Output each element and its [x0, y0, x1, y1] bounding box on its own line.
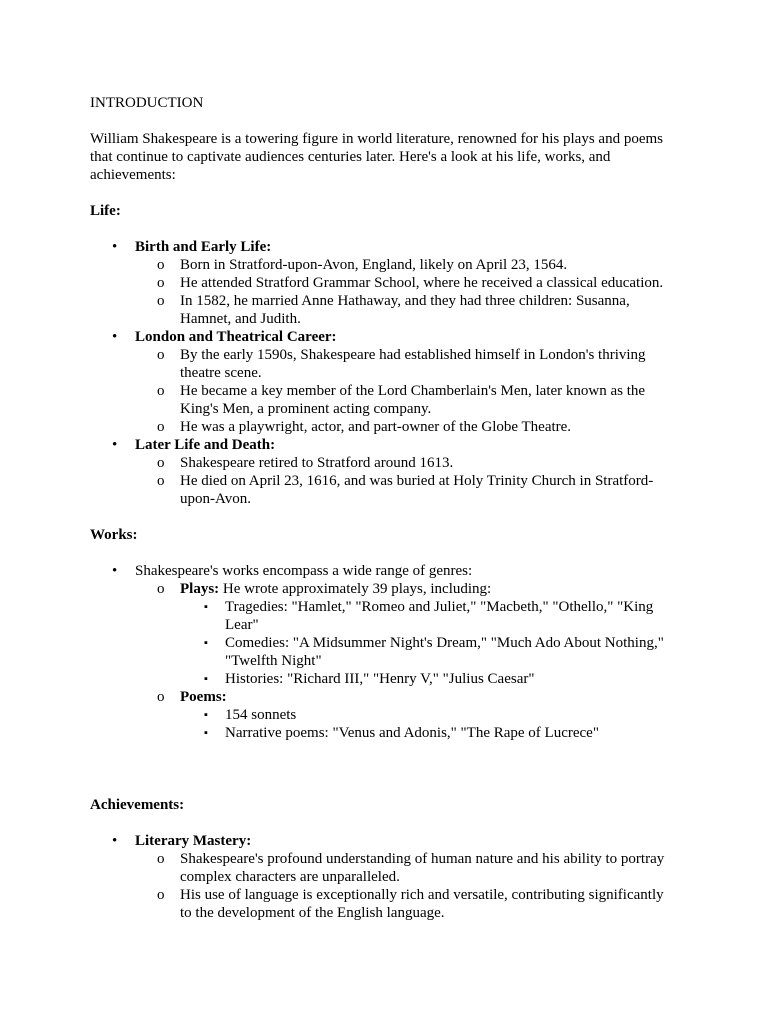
life-item-label: London and Theatrical Career:	[135, 329, 337, 345]
list-item-text: He died on April 23, 1616, and was buried at Holy Trinity Church in Stratford-upon-Avon.	[180, 473, 654, 507]
bullet-marker: •	[112, 329, 118, 345]
circle-marker: o	[157, 275, 165, 291]
plays-text: He wrote approximately 39 plays, including:	[219, 581, 492, 597]
list-item-text: He became a key member of the Lord Chamberlain's Men, later known as the King's Men, a prominent acting company.	[180, 383, 646, 417]
list-item	[180, 598, 678, 634]
life-item-label: Birth and Early Life:	[135, 239, 272, 255]
works-poems	[135, 688, 678, 742]
works-list	[90, 562, 678, 742]
circle-marker: o	[157, 689, 165, 705]
life-list	[90, 238, 678, 508]
circle-marker: o	[157, 851, 165, 867]
list-item	[180, 724, 678, 742]
list-item	[135, 292, 678, 328]
list-item-text: He attended Stratford Grammar School, where he received a classical education.	[180, 275, 664, 291]
works-item	[90, 562, 678, 742]
intro-title: INTRODUCTION	[90, 95, 204, 111]
life-item-birth	[90, 238, 678, 328]
circle-marker: o	[157, 473, 165, 489]
list-item-text: By the early 1590s, Shakespeare had established himself in London's thriving theatre scene.	[180, 347, 646, 381]
works-plays	[135, 580, 678, 688]
list-item	[135, 454, 678, 472]
list-item-text: Shakespeare retired to Stratford around 1613.	[180, 455, 454, 471]
list-item	[180, 670, 678, 688]
list-item	[135, 382, 678, 418]
list-item	[135, 886, 678, 922]
life-sublist	[135, 346, 678, 436]
achievements-list	[90, 832, 678, 922]
square-marker: ▪	[204, 601, 208, 613]
circle-marker: o	[157, 455, 165, 471]
life-item-later	[90, 436, 678, 508]
works-intro: Shakespeare's works encompass a wide range of genres:	[135, 563, 473, 579]
works-heading: Works:	[90, 527, 138, 543]
list-item-text: Shakespeare's profound understanding of human nature and his ability to portray complex characters are unparalleled.	[180, 851, 665, 885]
life-item-label: Later Life and Death:	[135, 437, 276, 453]
list-item	[180, 706, 678, 724]
list-item-text: Narrative poems: "Venus and Adonis," "The Rape of Lucrece"	[225, 725, 599, 741]
life-item-london	[90, 328, 678, 436]
square-marker: ▪	[204, 727, 208, 739]
circle-marker: o	[157, 887, 165, 903]
square-marker: ▪	[204, 709, 208, 721]
bullet-marker: •	[112, 437, 118, 453]
bullet-marker: •	[112, 239, 118, 255]
life-sublist	[135, 256, 678, 328]
list-item	[135, 850, 678, 886]
bullet-marker: •	[112, 563, 118, 579]
plays-list	[180, 598, 678, 688]
circle-marker: o	[157, 581, 165, 597]
square-marker: ▪	[204, 637, 208, 649]
list-item-text: In 1582, he married Anne Hathaway, and they had three children: Susanna, Hamnet, and Judith.	[180, 293, 630, 327]
bullet-marker: •	[112, 833, 118, 849]
plays-label: Plays:	[180, 581, 220, 597]
achievements-item-label: Literary Mastery:	[135, 833, 252, 849]
list-item-text: Born in Stratford-upon-Avon, England, likely on April 23, 1564.	[180, 257, 568, 273]
life-sublist	[135, 454, 678, 508]
circle-marker: o	[157, 347, 165, 363]
list-item	[135, 274, 678, 292]
achievements-heading: Achievements:	[90, 797, 185, 813]
list-item	[180, 634, 678, 670]
poems-label: Poems:	[180, 689, 227, 705]
list-item-text: 154 sonnets	[225, 707, 297, 723]
circle-marker: o	[157, 257, 165, 273]
intro-paragraph: William Shakespeare is a towering figure in world literature, renowned for his plays and poems that continue to captivate audiences centuries later. Here's a look at his life, works, and achievements:	[90, 131, 663, 183]
life-heading: Life:	[90, 203, 121, 219]
circle-marker: o	[157, 293, 165, 309]
circle-marker: o	[157, 419, 165, 435]
list-item-text: Tragedies: "Hamlet," "Romeo and Juliet," "Macbeth," "Othello," "King Lear"	[225, 599, 654, 633]
list-item-text: Histories: "Richard III," "Henry V," "Julius Caesar"	[225, 671, 535, 687]
circle-marker: o	[157, 383, 165, 399]
list-item	[135, 346, 678, 382]
square-marker: ▪	[204, 673, 208, 685]
list-item-text: Comedies: "A Midsummer Night's Dream," "Much Ado About Nothing," "Twelfth Night"	[225, 635, 664, 669]
list-item	[135, 418, 678, 436]
achievements-sublist	[135, 850, 678, 922]
achievements-item-literary	[90, 832, 678, 922]
list-item	[135, 256, 678, 274]
poems-list	[180, 706, 678, 742]
list-item	[135, 472, 678, 508]
list-item-text: He was a playwright, actor, and part-owner of the Globe Theatre.	[180, 419, 572, 435]
works-sublist	[135, 580, 678, 742]
list-item-text: His use of language is exceptionally rich and versatile, contributing significantly to the development of the English language.	[180, 887, 664, 921]
